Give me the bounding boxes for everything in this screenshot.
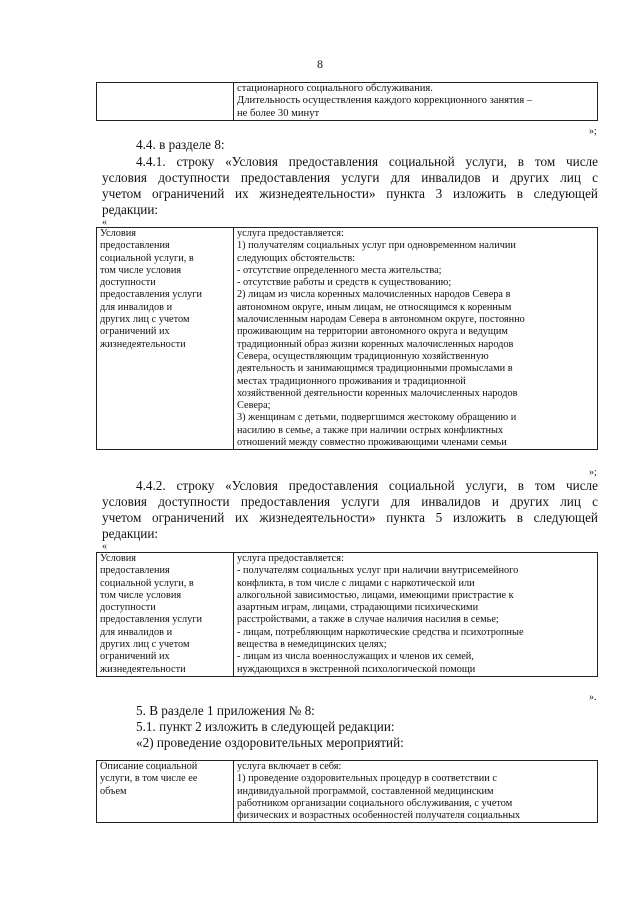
description-table-right <box>234 761 598 823</box>
cell-line: 1) получателям социальных услуг при одновременном наличии <box>237 240 516 252</box>
cell-line: объем <box>100 785 127 797</box>
cell-line: Севера; <box>237 400 271 412</box>
description-table <box>96 760 598 823</box>
cell-line: услуга предоставляется: <box>237 228 344 239</box>
section-4-4-2 <box>102 478 598 542</box>
paragraph-line: 4.4.2. строку «Условия предоставления социальной услуги, в том числе <box>136 478 598 493</box>
cell-line: предоставления услуги <box>100 289 203 301</box>
closing-quote: »; <box>589 467 597 478</box>
cell-line: предоставления <box>100 565 170 577</box>
cell-line: предоставления услуги <box>100 614 203 626</box>
paragraph-line: редакции: <box>102 202 159 217</box>
paragraph-line: редакции: <box>102 526 159 541</box>
section-4-4: 4.4. в разделе 8: <box>136 137 225 152</box>
cell-line: ограничений их <box>100 651 170 663</box>
cell-line: работником организации социального обслуживания, с учетом <box>237 797 513 809</box>
cell-line: жизнедеятельности <box>100 663 186 675</box>
paragraph-line: 4.4.1. строку «Условия предоставления социальной услуги, в том числе <box>136 154 598 169</box>
cell-line: традиционный образ жизни коренных малочисленных народов <box>237 338 514 350</box>
cell-line: для инвалидов и <box>100 301 173 313</box>
section-5: 5. В разделе 1 приложения № 8: <box>136 703 315 718</box>
paragraph-line: учетом ограничений их жизнедеятельности» пункта 5 изложить в следующей <box>102 510 598 525</box>
cell-line: - лицам, потребляющим наркотические средства и психотропные <box>237 626 524 638</box>
conditions-table-1-right <box>234 228 598 450</box>
conditions-table-1 <box>96 227 598 450</box>
cell-line: местах традиционного проживания и традиционной <box>237 375 466 387</box>
cell-line: конфликта, в том числе с лицами с наркотической или <box>237 577 475 589</box>
cell-line: малочисленным народам Севера в автономном округе, постоянно <box>237 314 525 326</box>
description-table-left <box>97 761 234 823</box>
cell-line: услуга предоставляется: <box>237 553 344 564</box>
closing-quote: »; <box>589 126 597 137</box>
cell-line: азартным играм, лицами, страдающими психическими <box>237 602 479 614</box>
cell-line: том числе условия <box>100 589 182 601</box>
cell-line: других лиц с учетом <box>100 639 190 651</box>
opening-quote: « <box>102 541 107 552</box>
conditions-table-2 <box>96 552 598 677</box>
cell-line: Севера, осуществляющим традиционную хозяйственную <box>237 350 489 362</box>
table-line: стационарного социального обслуживания. <box>237 83 433 94</box>
cell-line: - лицам из числа военнослужащих и членов их семей, <box>237 651 474 663</box>
top-table-left-cell <box>97 83 234 121</box>
cell-line: социальной услуги, в <box>100 252 194 264</box>
paragraph-line: условия доступности предоставления услуги для инвалидов и других лиц с <box>102 170 598 185</box>
cell-line: для инвалидов и <box>100 626 173 638</box>
section-5-1-quote: «2) проведение оздоровительных мероприятий: <box>136 735 404 750</box>
table-line: не более 30 минут <box>237 107 320 119</box>
cell-line: Описание социальной <box>100 761 198 772</box>
section-5-1: 5.1. пункт 2 изложить в следующей редакции: <box>136 719 395 734</box>
paragraph-line: условия доступности предоставления услуги для инвалидов и других лиц с <box>102 494 598 509</box>
cell-line: том числе условия <box>100 264 182 276</box>
cell-line: доступности <box>100 277 156 289</box>
cell-line: вещества в немедицинских целях; <box>237 639 387 651</box>
cell-line: доступности <box>100 602 156 614</box>
cell-line: автономном округе, иным лицам, не относящимся к коренным <box>237 301 512 313</box>
cell-line: расстройствами, а также в случае наличия насилия в семье; <box>237 614 499 626</box>
cell-line: физических и возрастных особенностей получателя социальных <box>237 810 521 822</box>
top-table-right-cell <box>234 83 598 121</box>
cell-line: хозяйственной деятельности коренных малочисленных народов <box>237 387 518 399</box>
cell-line: Условия <box>100 553 137 564</box>
closing-quote: ». <box>589 692 597 703</box>
cell-line: услуга включает в себя: <box>237 761 342 772</box>
cell-line: предоставления <box>100 240 170 252</box>
cell-line: 3) женщинам с детьми, подвергшимся жестокому обращению и <box>237 412 517 424</box>
cell-line: ограничений их <box>100 326 170 338</box>
cell-line: 2) лицам из числа коренных малочисленных народов Севера в <box>237 289 511 301</box>
conditions-table-1-left <box>97 228 234 450</box>
cell-line: - отсутствие определенного места жительства; <box>237 264 442 276</box>
cell-line: нуждающихся в экстренной психологической помощи <box>237 663 476 675</box>
cell-line: деятельность и занимающимся традиционными промыслами в <box>237 363 513 375</box>
cell-line: насилию в семье, а также при наличии острых конфликтных <box>237 424 504 436</box>
cell-line: следующих обстоятельств: <box>237 252 356 264</box>
cell-line: индивидуальной программой, составленной медицинским <box>237 785 494 797</box>
opening-quote: « <box>102 217 107 228</box>
cell-line: отношений между совместно проживающими членами семьи <box>237 437 507 449</box>
cell-line: услуги, в том числе ее <box>100 773 198 785</box>
cell-line: социальной услуги, в <box>100 577 194 589</box>
cell-line: 1) проведение оздоровительных процедур в соответствии с <box>237 773 497 785</box>
conditions-table-2-right <box>234 553 598 677</box>
cell-line: жизнедеятельности <box>100 338 186 350</box>
page-number: 8 <box>317 57 323 71</box>
paragraph-line: учетом ограничений их жизнедеятельности» пункта 3 изложить в следующей <box>102 186 598 201</box>
section-4-4-1 <box>102 154 598 218</box>
cell-line: Условия <box>100 228 137 239</box>
cell-line: проживающим на территории автономного округа и ведущим <box>237 326 508 338</box>
table-line: Длительность осуществления каждого коррекционного занятия – <box>237 95 533 107</box>
cell-line: - получателям социальных услуг при наличии внутрисемейного <box>237 565 519 577</box>
conditions-table-2-left <box>97 553 234 677</box>
top-table <box>96 82 598 121</box>
cell-line: - отсутствие работы и средств к существованию; <box>237 277 452 289</box>
cell-line: других лиц с учетом <box>100 314 190 326</box>
cell-line: алкогольной зависимостью, лицами, имеющими пристрастие к <box>237 589 514 601</box>
